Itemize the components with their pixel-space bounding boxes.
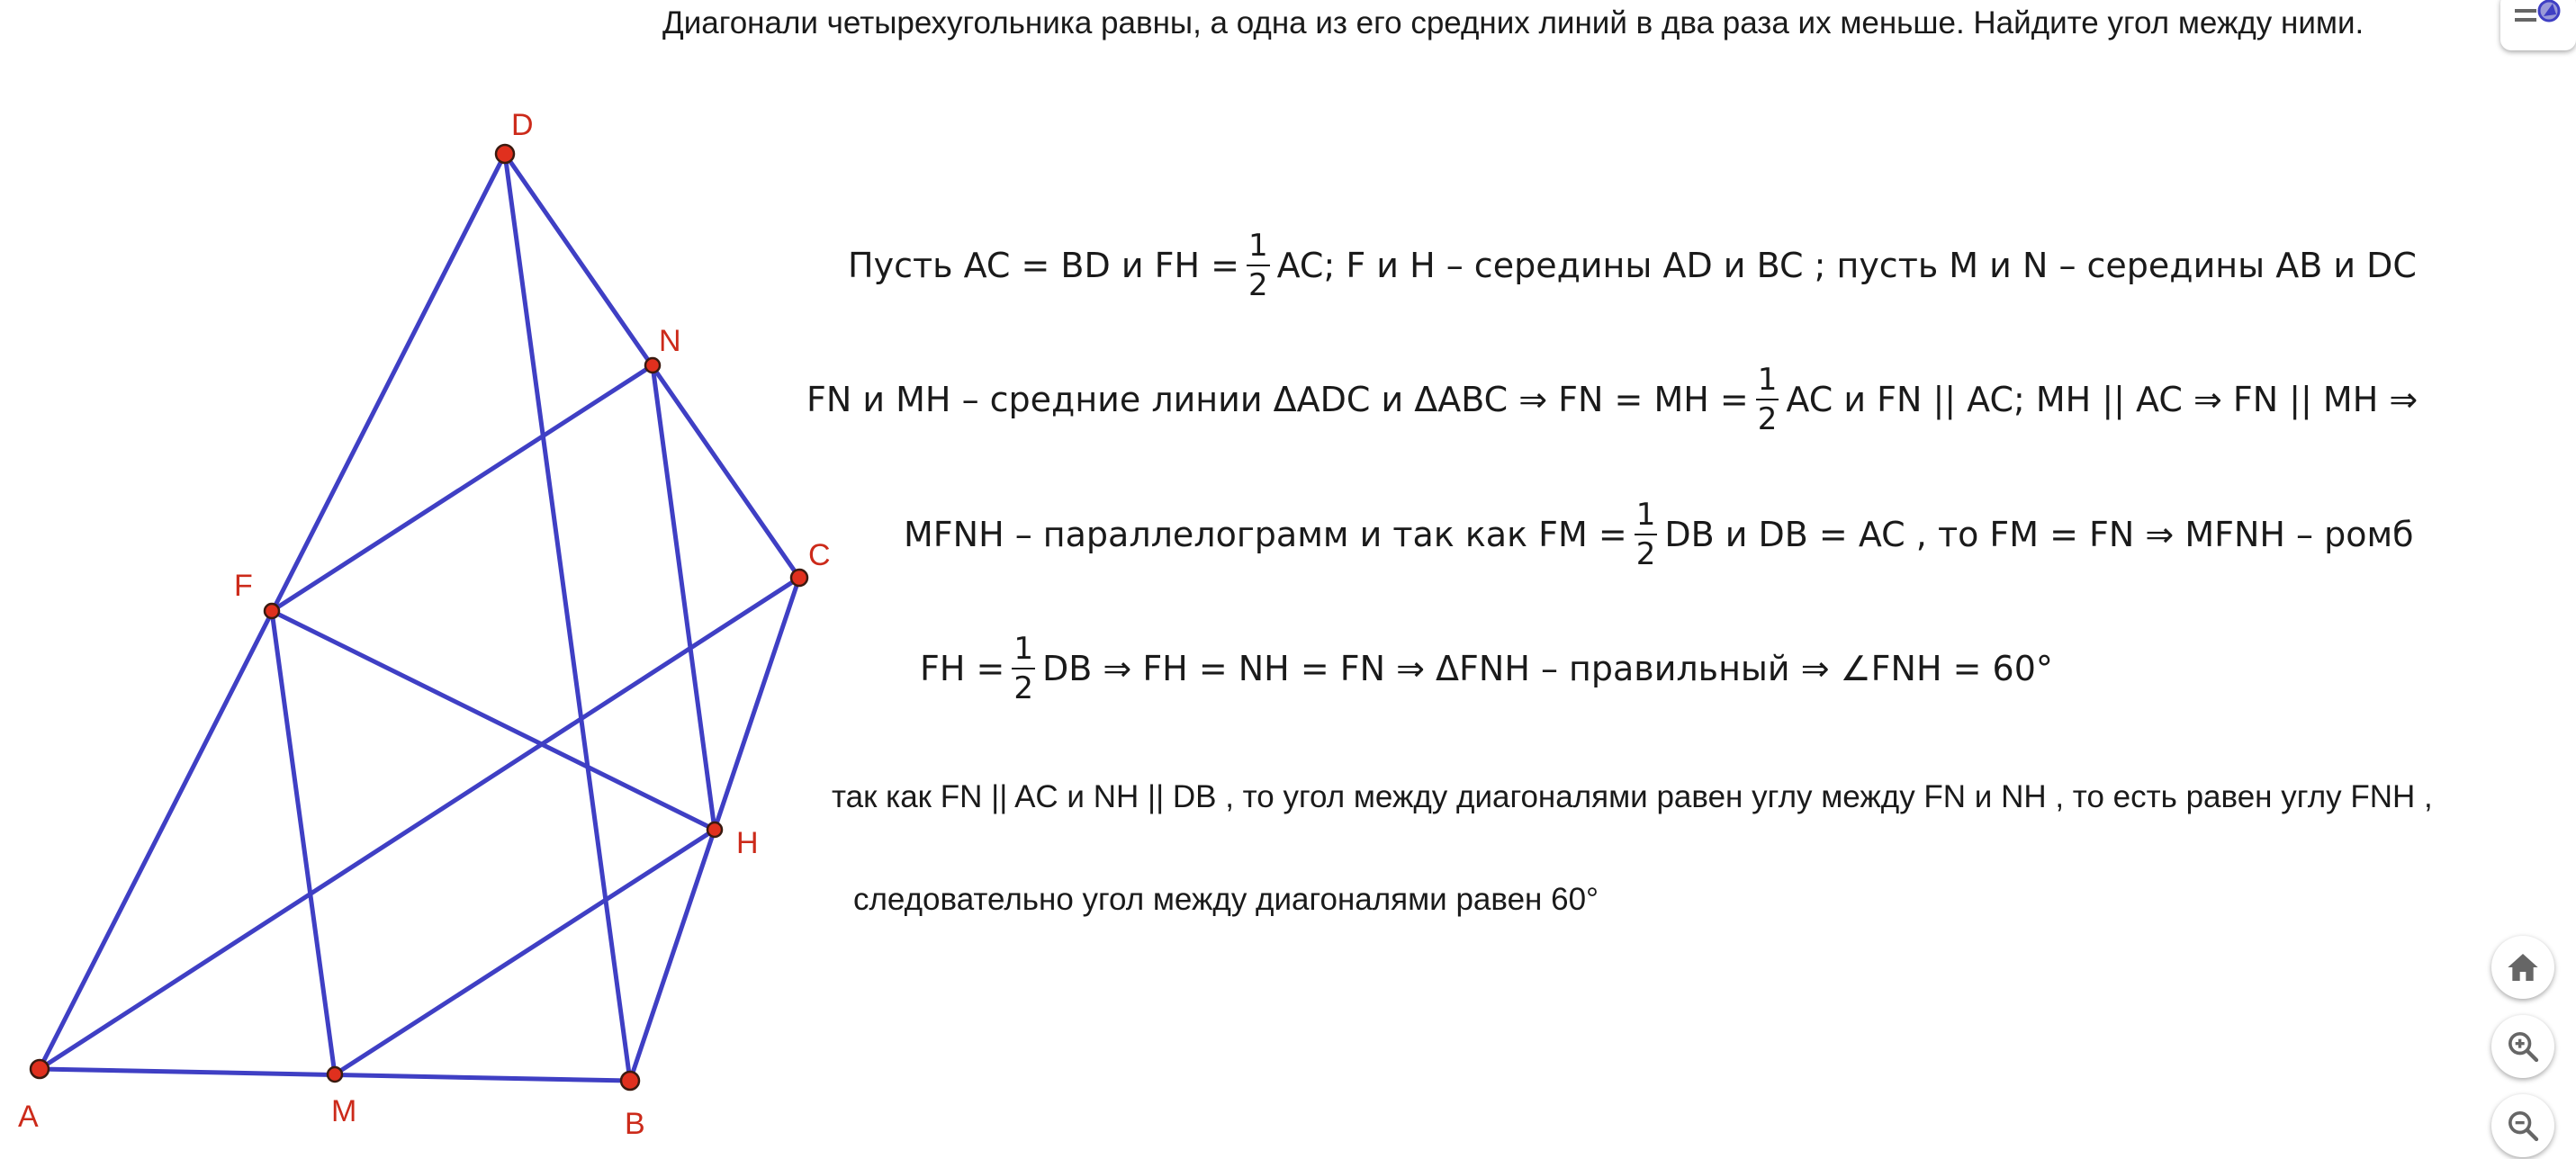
label-F: F [234,569,253,603]
fraction [1635,499,1658,570]
solution-line-5: так как FN || AC и NH || DB , то угол между диагоналями равен углу между FN и NH , то есть равен углу FNH , [832,779,2433,814]
solution-line-2-part-b: AC и FN || AC; MH || AC ⇒ FN || MH ⇒ [1786,380,2418,419]
point-N[interactable] [645,358,660,373]
zoom-out-icon [2505,1108,2541,1144]
fraction-denominator: 2 [1013,670,1033,706]
solution-line-3 [904,499,2414,570]
fraction-denominator: 2 [1757,401,1778,437]
home-icon [2505,949,2541,985]
segment-FN[interactable] [272,365,653,611]
fraction-numerator: 1 [1247,230,1270,266]
geometry-canvas[interactable] [0,0,831,1159]
diagonal-BD[interactable] [505,154,630,1081]
zoom-out-button[interactable] [2491,1094,2554,1157]
point-A[interactable] [31,1060,49,1078]
segment-MF[interactable] [272,611,335,1074]
zoom-in-button[interactable] [2491,1015,2554,1078]
problem-statement: Диагонали четырехугольника равны, а одна из его средних линий в два раза их меньше. Найдите угол между ними. [662,5,2364,40]
point-H[interactable] [707,822,722,837]
solution-line-4-part-b: DB ⇒ FH = NH = FN ⇒ ΔFNH – правильный ⇒ ∠FNH = 60° [1042,649,2053,688]
fraction-numerator: 1 [1635,499,1658,535]
label-H: H [736,826,759,860]
fraction-denominator: 2 [1247,267,1268,303]
solution-line-1-part-b: AC; F и H – середины AD и BC ; пусть M и N – середины AB и DC [1276,246,2417,285]
solution-line-1-part-a: Пусть AC = BD и FH = [848,246,1239,285]
solution-line-3-part-b: DB и DB = AC , то FM = FN ⇒ MFNH – ромб [1664,515,2414,554]
point-B[interactable] [621,1072,639,1090]
zoom-in-icon [2505,1029,2541,1065]
label-C: C [808,538,831,572]
point-M[interactable] [328,1067,342,1082]
label-A: A [18,1100,39,1134]
label-M: M [331,1094,357,1128]
diagonal-AC[interactable] [40,578,799,1069]
solution-line-6: следовательно угол между диагоналями равен 60° [853,882,1599,917]
point-F[interactable] [265,604,279,618]
label-N: N [659,324,681,358]
home-button[interactable] [2491,936,2554,999]
fraction [1756,364,1779,435]
point-C[interactable] [791,570,807,586]
segment-FH[interactable] [272,611,715,830]
fraction-denominator: 2 [1635,536,1656,572]
fraction [1012,633,1035,704]
solution-line-1 [848,230,2417,301]
menu-button[interactable] [2500,0,2576,50]
fraction-numerator: 1 [1756,364,1779,400]
fraction-numerator: 1 [1012,633,1035,669]
segment-HM[interactable] [335,830,715,1074]
point-D[interactable] [496,145,514,163]
label-B: B [625,1107,645,1141]
solution-line-2-part-a: FN и MH – средние линии ΔADC и ΔABC ⇒ FN = MH = [806,380,1749,419]
solution-line-4 [920,633,2053,704]
label-D: D [511,108,534,142]
solution-line-4-part-a: FH = [920,649,1005,688]
solution-line-2 [806,364,2418,435]
segment-NH[interactable] [653,365,715,830]
solution-line-3-part-a: MFNH – параллелограмм и так как FM = [904,515,1627,554]
menu-icon [2500,0,2576,50]
fraction [1247,230,1270,301]
